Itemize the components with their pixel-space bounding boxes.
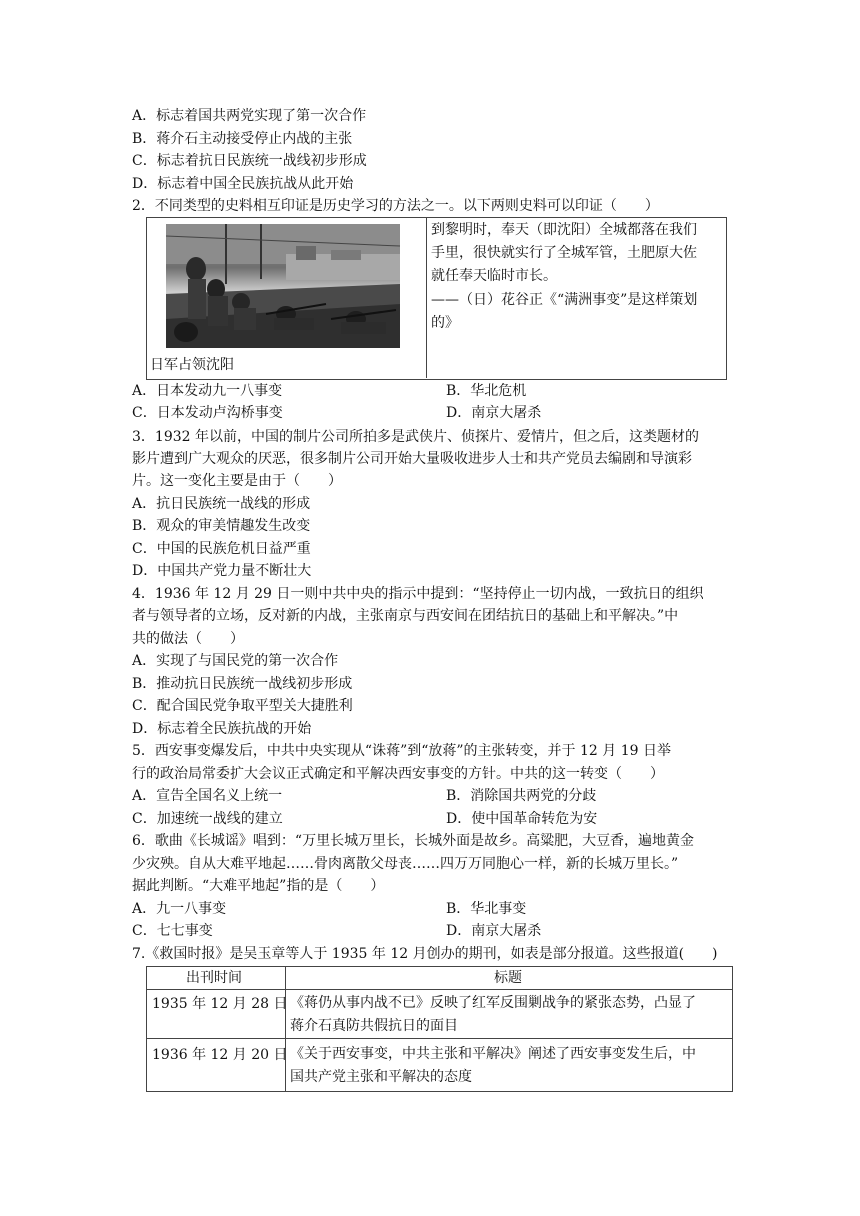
- q6-stem-line: 据此判断。“大难平地起”指的是（ ）: [132, 878, 385, 894]
- q5-stem-line: 5．西安事变爆发后，中共中央实现从“诛蒋”到“放蒋”的主张转变，并于 12 月 19 日举: [132, 743, 671, 759]
- q4-stem-line: 4．1936 年 12 月 29 日一则中共中央的指示中提到：“坚持停止一切内战，一致抗日的组织: [132, 586, 704, 602]
- q4-option-d[interactable]: D．标志着全民族抗战的开始: [132, 721, 312, 737]
- table-row-title-line: 蒋介石真防共假抗日的面目: [290, 1018, 458, 1034]
- q3-option-a[interactable]: A．抗日民族统一战线的形成: [132, 496, 311, 512]
- table-row-title-line: 《关于西安事变，中共主张和平解决》阐述了西安事变发生后，中: [290, 1046, 696, 1062]
- q7-stem: 7.《救国时报》是吴玉章等人于 1935 年 12 月创办的期刊，如表是部分报道。这些报道( ): [132, 946, 718, 962]
- q6-option-a[interactable]: A．九一八事变: [132, 901, 227, 917]
- q2-text-line: 的》: [431, 315, 459, 331]
- q2-text-line: 就任奉天临时市长。: [431, 268, 557, 284]
- q5-option-d[interactable]: D．使中国革命转危为安: [446, 811, 598, 827]
- q1-option-a[interactable]: A．标志着国共两党实现了第一次合作: [132, 108, 367, 124]
- q2-text-line: 手里，很快就实行了全城军管，土肥原大佐: [431, 245, 697, 261]
- q2-stem: 2．不同类型的史料相互印证是历史学习的方法之一。以下两则史料可以印证（ ）: [132, 198, 659, 214]
- q4-stem-line: 者与领导者的立场，反对新的内战，主张南京与西安间在团结抗日的基础上和平解决。”中: [132, 608, 679, 624]
- q2-option-d[interactable]: D．南京大屠杀: [446, 405, 542, 421]
- q1-option-c[interactable]: C．标志着抗日民族统一战线初步形成: [132, 153, 367, 169]
- shenyang-photo: [166, 224, 400, 348]
- q3-option-d[interactable]: D．中国共产党力量不断壮大: [132, 563, 312, 579]
- q4-option-b[interactable]: B．推动抗日民族统一战线初步形成: [132, 676, 353, 692]
- q6-stem-line: 少灾殃。自从大难平地起……骨肉离散父母丧……四万万同胞心一样，新的长城万里长。”: [132, 856, 679, 872]
- q2-option-c[interactable]: C．日本发动卢沟桥事变: [132, 405, 283, 421]
- table-header-date: 出刊时间: [186, 970, 242, 986]
- q6-option-d[interactable]: D．南京大屠杀: [446, 923, 542, 939]
- q2-text-line: ——（日）花谷正《“满洲事变”是这样策划: [431, 292, 698, 308]
- q5-option-a[interactable]: A．宣告全国名义上统一: [132, 788, 283, 804]
- q2-option-b[interactable]: B．华北危机: [446, 383, 527, 399]
- q1-option-b[interactable]: B．蒋介石主动接受停止内战的主张: [132, 131, 353, 147]
- q4-option-c[interactable]: C．配合国民党争取平型关大捷胜利: [132, 698, 353, 714]
- q6-option-b[interactable]: B．华北事变: [446, 901, 527, 917]
- table-header-title: 标题: [494, 970, 522, 986]
- q4-option-a[interactable]: A．实现了与国民党的第一次合作: [132, 653, 339, 669]
- q2-text-line: 到黎明时，奉天（即沈阳）全城都落在我们: [431, 222, 697, 238]
- q2-source-divider: [426, 217, 427, 378]
- soldiers-illustration: [166, 224, 400, 348]
- q4-stem-line: 共的做法（ ）: [132, 631, 244, 647]
- q3-option-c[interactable]: C．中国的民族危机日益严重: [132, 541, 311, 557]
- q5-stem-line: 行的政治局常委扩大会议正式确定和平解决西安事变的方针。中共的这一转变（ ）: [132, 766, 664, 782]
- q5-option-b[interactable]: B．消除国共两党的分歧: [446, 788, 597, 804]
- table-row-date: 1936 年 12 月 20 日: [152, 1047, 288, 1063]
- q2-option-a[interactable]: A．日本发动九一八事变: [132, 383, 283, 399]
- q1-option-d[interactable]: D．标志着中国全民族抗战从此开始: [132, 176, 354, 192]
- table-row-title-line: 国共产党主张和平解决的态度: [290, 1069, 472, 1085]
- q6-option-c[interactable]: C．七七事变: [132, 923, 213, 939]
- q5-option-c[interactable]: C．加速统一战线的建立: [132, 811, 283, 827]
- q3-stem-line: 3．1932 年以前，中国的制片公司所拍多是武侠片、侦探片、爱情片，但之后，这类题材的: [132, 429, 699, 445]
- table-row-title-line: 《蒋仍从事内战不已》反映了红军反围剿战争的紧张态势，凸显了: [290, 995, 696, 1011]
- q3-option-b[interactable]: B．观众的审美情趣发生改变: [132, 518, 311, 534]
- q6-stem-line: 6．歌曲《长城谣》唱到：“万里长城万里长，长城外面是故乡。高粱肥，大豆香，遍地黄金: [132, 833, 695, 849]
- table-row-date: 1935 年 12 月 28 日: [152, 996, 288, 1012]
- q3-stem-line: 片。这一变化主要是由于（ ）: [132, 473, 342, 489]
- q3-stem-line: 影片遭到广大观众的厌恶，很多制片公司开始大量吸收进步人士和共产党员去编剧和导演彩: [132, 451, 692, 467]
- photo-caption: 日军占领沈阳: [150, 357, 234, 373]
